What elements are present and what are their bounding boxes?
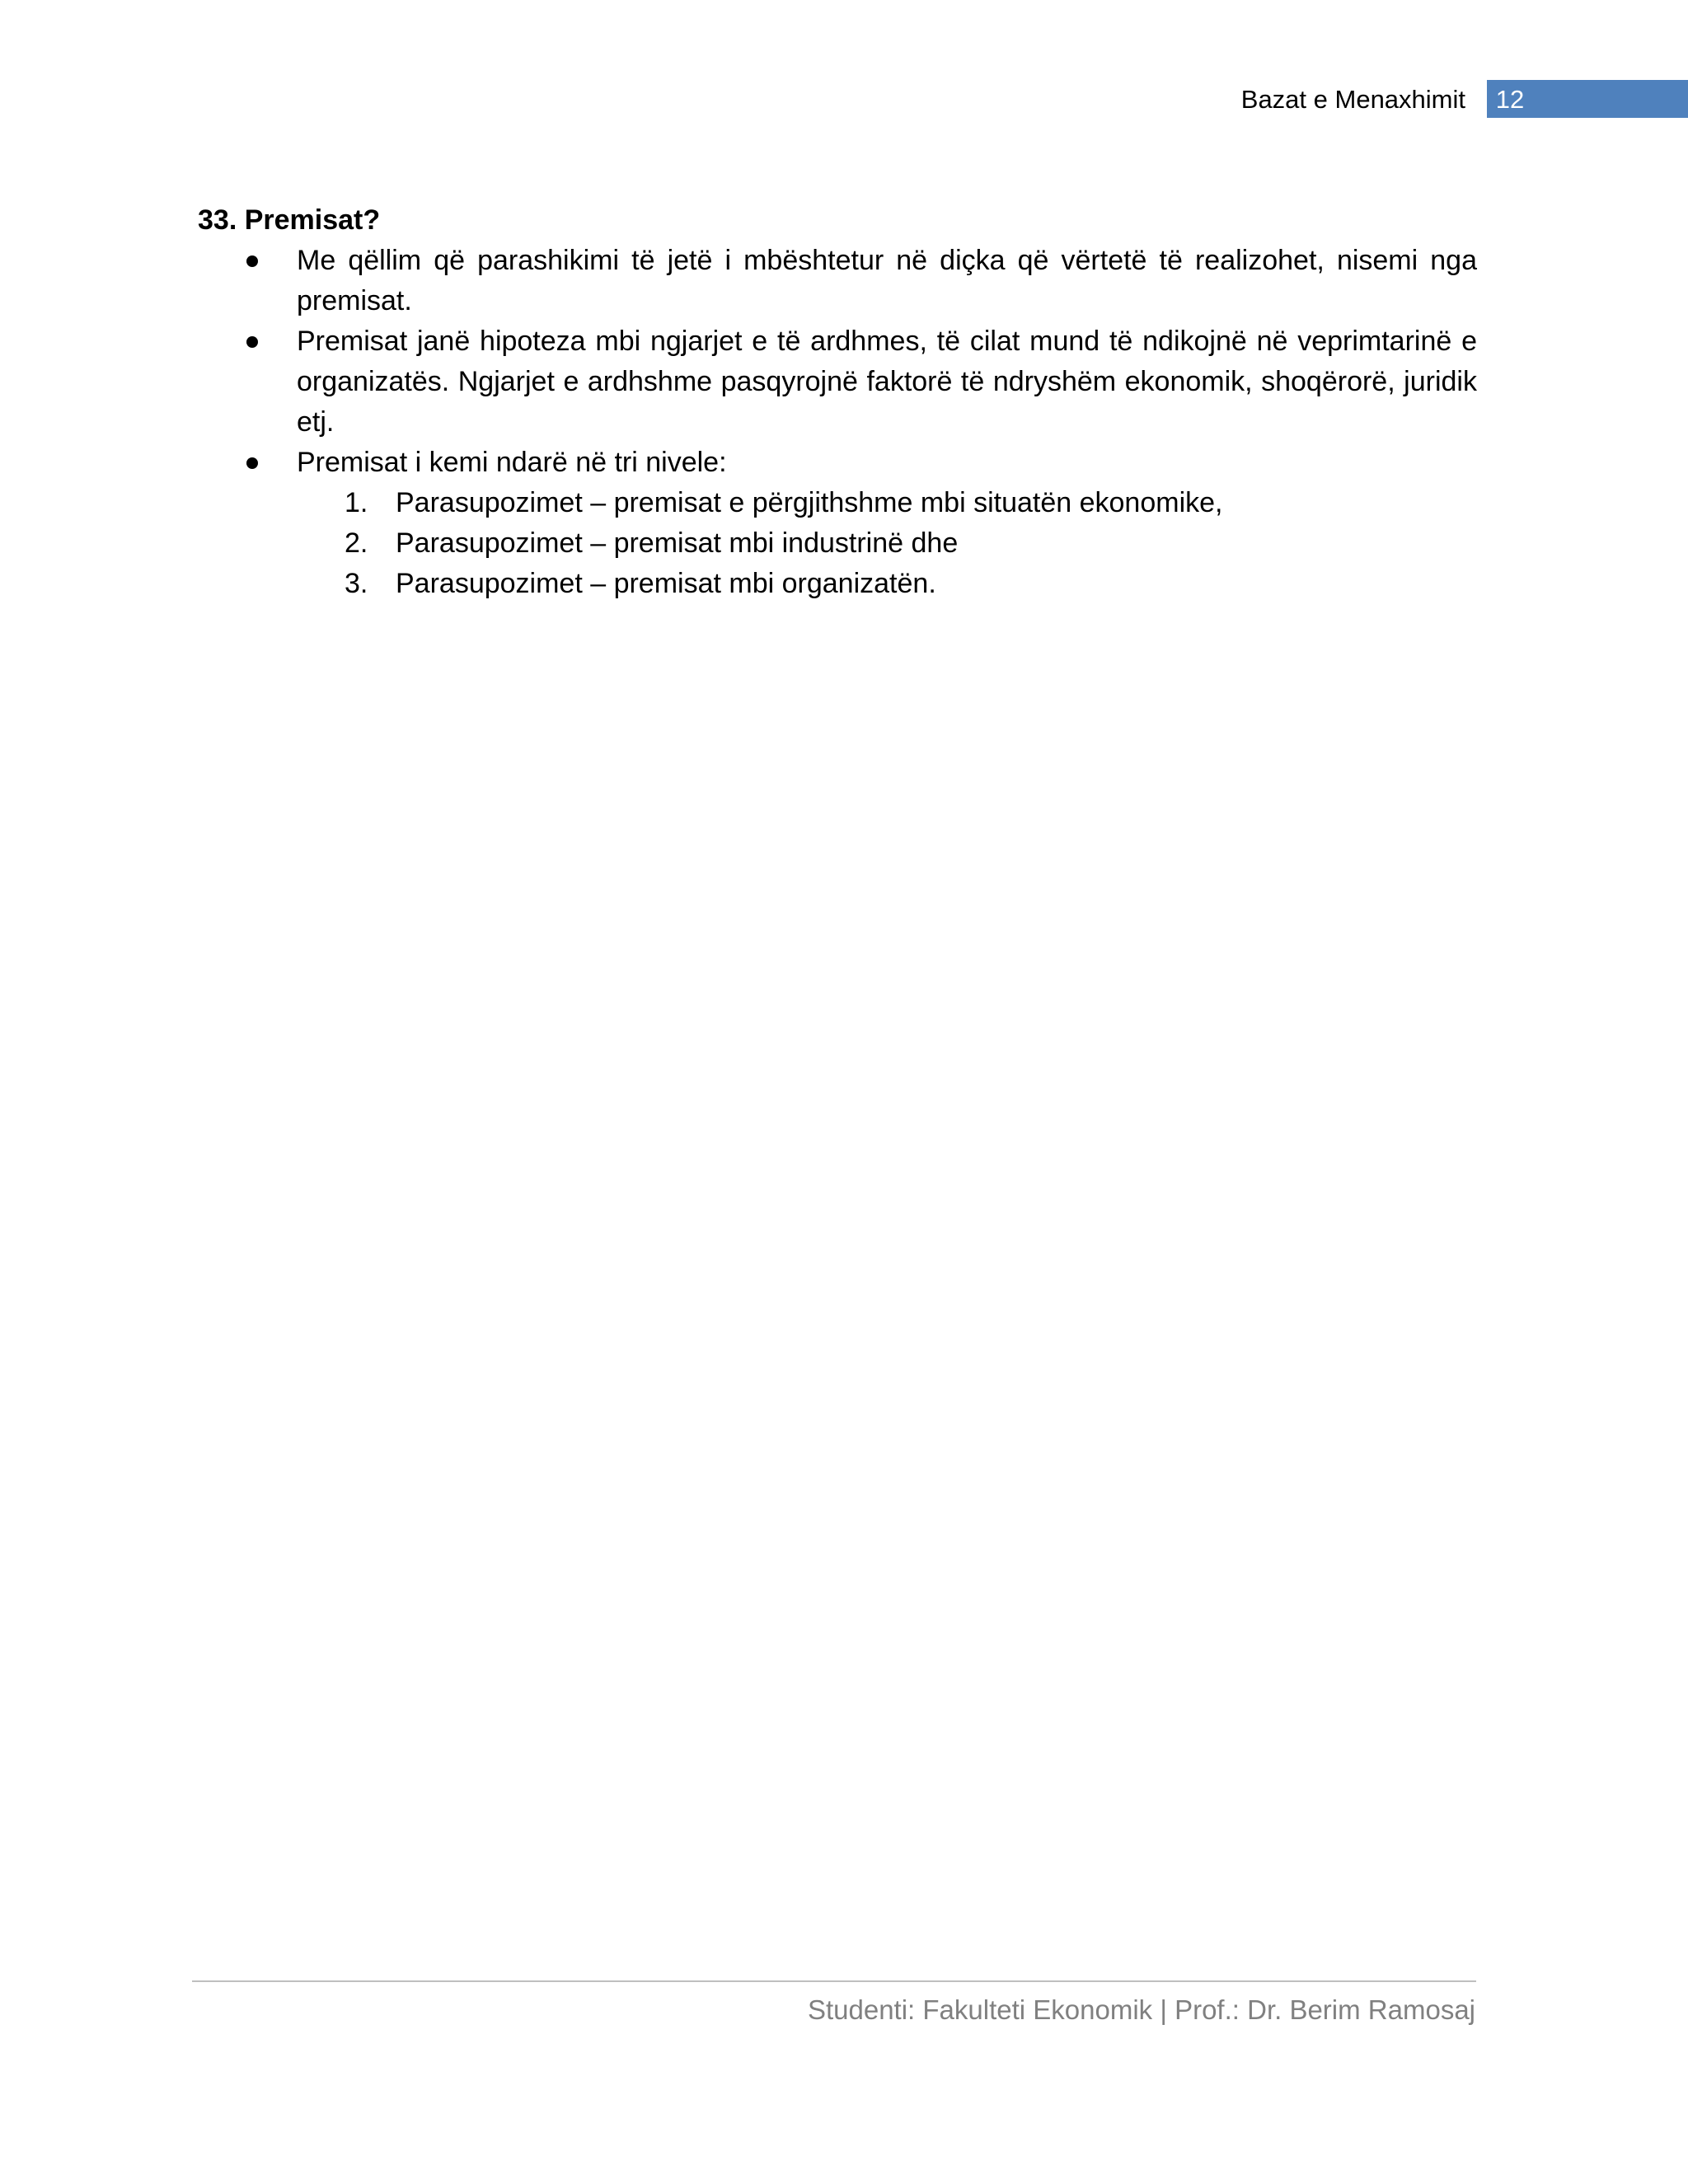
section-heading: 33. Premisat? — [198, 204, 381, 236]
bullet-item — [198, 443, 1477, 604]
bullet-item — [198, 321, 1477, 443]
running-header-title: Bazat e Menaxhimit — [1240, 85, 1465, 114]
bullet-text: Premisat i kemi ndarë në tri nivele: — [297, 447, 727, 478]
numbered-item — [198, 564, 1477, 604]
bullet-text: Premisat janë hipoteza mbi ngjarjet e të ardhmes, të cilat mund të ndikojnë në veprimtarinë e organizatës. Ngjarjet e ardhshme pasqyrojnë faktorë të ndryshëm ekonomik, shoqërorë, juridik etj. — [297, 326, 1477, 438]
footer-divider — [192, 1980, 1476, 1982]
list-number: 3. — [345, 568, 368, 599]
list-number: 2. — [345, 527, 368, 559]
bullet-icon — [246, 336, 258, 348]
numbered-item-text: Parasupozimet – premisat mbi organizatën. — [396, 568, 936, 599]
bullet-text: Me qëllim që parashikimi të jetë i mbështetur në diçka që vërtetë të realizohet, nisemi nga premisat. — [297, 245, 1477, 316]
numbered-item-text: Parasupozimet – premisat mbi industrinë dhe — [396, 527, 959, 559]
bullet-icon — [246, 457, 258, 469]
page-content — [198, 199, 1477, 604]
footer-text: Studenti: Fakulteti Ekonomik | Prof.: Dr. Berim Ramosaj — [807, 1994, 1475, 2025]
numbered-item-text: Parasupozimet – premisat e përgjithshme mbi situatën ekonomike, — [396, 487, 1223, 518]
bullet-item — [198, 241, 1477, 321]
numbered-item — [198, 523, 1477, 564]
bullet-icon — [246, 255, 258, 267]
numbered-list — [297, 483, 1477, 604]
numbered-item — [198, 483, 1477, 523]
list-number: 1. — [345, 487, 368, 518]
page-number: 12 — [1495, 85, 1525, 114]
bullet-list — [198, 241, 1477, 604]
